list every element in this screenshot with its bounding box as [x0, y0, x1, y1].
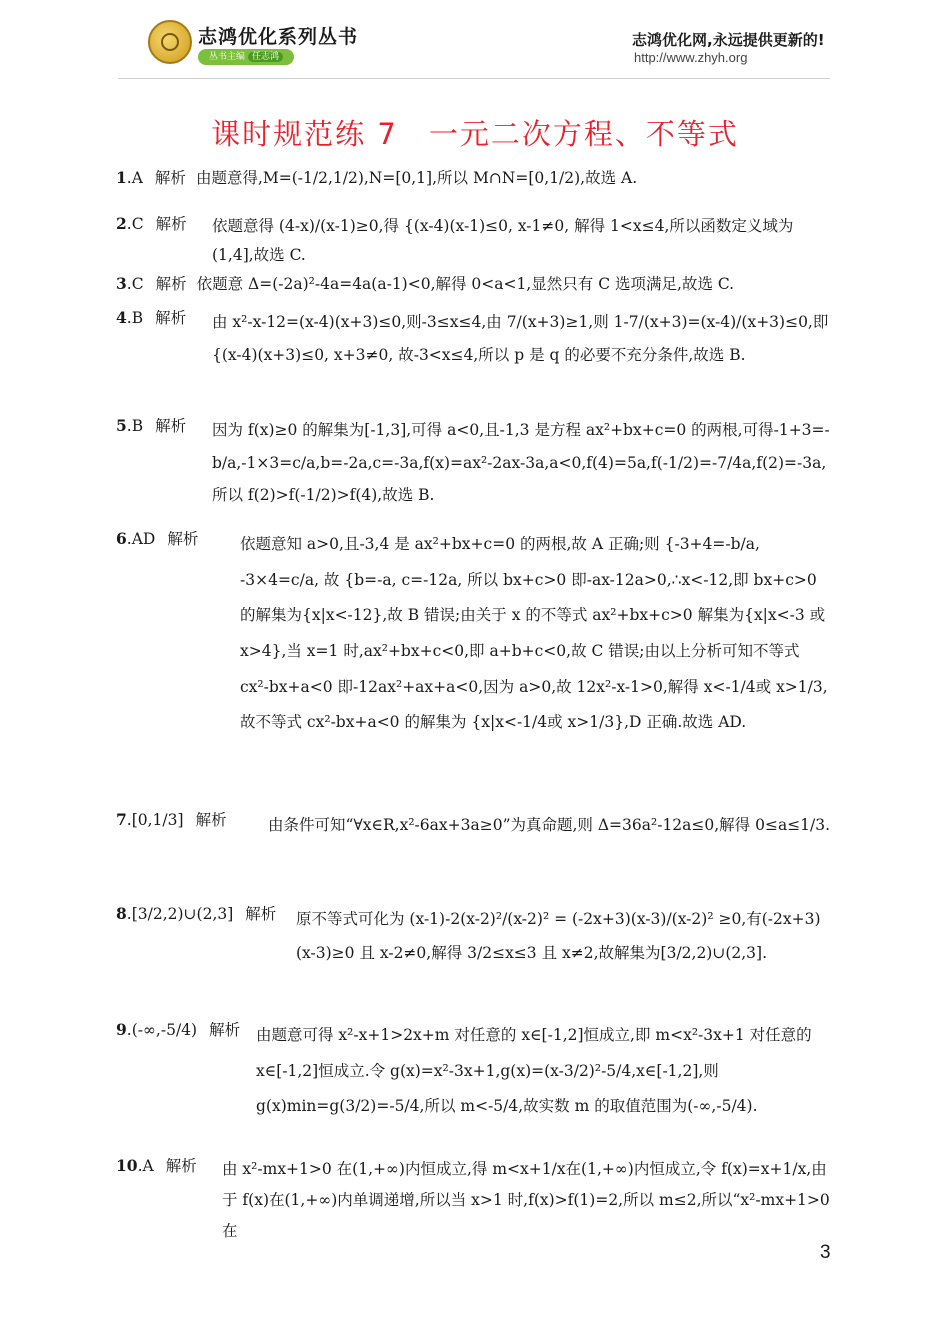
answer-item-8: [116, 902, 286, 924]
item-answer: .B: [126, 417, 144, 435]
item-explanation: 依题意知 a>0,且-3,4 是 ax²+bx+c=0 的两根,故 A 正确;则 {-3+4=-b/a, -3×4=c/a, 故 {b=-a, c=-12a, 所以 bx+c>0 即-ax-12a>0,∴x<-12,即 bx+c>0 的解集为{x|x<-12},故 B 错误;由关于 x 的不等式 ax²+bx+c>0 解集为{x|x<-3 或 x>4},当 x=1 时,ax²+bx+c<0,即 a+b+c<0,故 C 错误;由以上分析可知不等式 cx²-bx+a<0 即-12ax²+ax+a<0,因为 a>0,故 12x²-x-1>0,解得 x<-1/4或 x>1/3,故不等式 cx²-bx+a<0 的解集为 {x|x<-1/4或 x>1/3},D 正确.故选 AD.: [240, 535, 828, 732]
item-explanation: 由题意得,M=(-1/2,1/2),N=[0,1],所以 M∩N=[0,1/2),故选 A.: [195, 169, 638, 187]
header-divider: [118, 78, 830, 79]
item-explanation: 原不等式可化为 (x-1)-2(x-2)²/(x-2)² = (-2x+3)(x-3)/(x-2)² ≥0,有(-2x+3)(x-3)≥0 且 x-2≠0,解得 3/2≤x≤3 且 x≠2,故解集为[3/2,2)∪(2,3].: [296, 910, 821, 963]
item-answer: .[0,1/3]: [126, 811, 184, 829]
item-number: 2: [116, 214, 127, 233]
item-number: 1: [116, 168, 127, 187]
editor-label: 丛书主编: [208, 52, 245, 62]
answer-item-3: [116, 272, 734, 294]
series-title: 志鸿优化系列丛书: [198, 26, 359, 48]
item-answer: .C: [126, 275, 144, 293]
item-number: 4: [116, 308, 127, 327]
item-number: 9: [116, 1020, 127, 1039]
item-explanation: 依题意 Δ=(-2a)²-4a=4a(a-1)<0,解得 0<a<1,显然只有 C 选项满足,故选 C.: [196, 275, 735, 293]
editor-badge: [198, 49, 294, 65]
analysis-label: 解析: [195, 811, 227, 829]
page-title: 课时规范练 7 一元二次方程、不等式: [211, 117, 739, 151]
item-answer: .AD: [126, 530, 156, 548]
analysis-label: 解析: [165, 1157, 197, 1175]
analysis-label: 解析: [245, 905, 277, 923]
analysis-label: 解析: [167, 530, 199, 548]
analysis-label: 解析: [155, 275, 187, 293]
answer-item-5: [116, 414, 196, 436]
item-explanation: 因为 f(x)≥0 的解集为[-1,3],可得 a<0,且-1,3 是方程 ax²+bx+c=0 的两根,可得-1+3=-b/a,-1×3=c/a,b=-2a,c=-3a,f(x)=ax²-2ax-3a,a<0,f(4)=5a,f(-1/2)=-7/4a,f(2)=-3a,所以 f(2)>f(-1/2)>f(4),故选 B.: [212, 421, 830, 505]
answer-item-1: [116, 166, 637, 188]
analysis-label: 解析: [154, 169, 186, 187]
item-number: 8: [116, 904, 127, 923]
item-explanation: 由条件可知“∀x∈R,x²-6ax+3a≥0”为真命题,则 Δ=36a²-12a≤0,解得 0≤a≤1/3.: [268, 816, 831, 834]
item-answer: .B: [126, 309, 144, 327]
item-explanation: 由题意可得 x²-x+1>2x+m 对任意的 x∈[-1,2]恒成立,即 m<x²-3x+1 对任意的 x∈[-1,2]恒成立.令 g(x)=x²-3x+1,g(x)=(x-3/2)²-5/4,x∈[-1,2],则 g(x)min=g(3/2)=-5/4,所以 m<-5/4,故实数 m 的取值范围为(-∞,-5/4).: [256, 1026, 812, 1116]
item-answer: .[3/2,2)∪(2,3]: [126, 905, 234, 923]
answer-item-9: [116, 1018, 250, 1040]
item-number: 7: [116, 810, 127, 829]
answer-item-2: [116, 212, 197, 234]
item-number: 10: [116, 1156, 138, 1175]
answer-item-4: [116, 306, 196, 328]
item-number: 6: [116, 529, 127, 548]
item-answer: .C: [126, 215, 144, 233]
item-explanation: 由 x²-mx+1>0 在(1,+∞)内恒成立,得 m<x+1/x在(1,+∞)内恒成立,令 f(x)=x+1/x,由于 f(x)在(1,+∞)内单调递增,所以当 x>1 时,f(x)>f(1)=2,所以 m≤2,所以“x²-mx+1>0 在: [222, 1160, 830, 1240]
item-answer: .(-∞,-5/4): [126, 1021, 198, 1039]
item-answer: .A: [137, 1157, 154, 1175]
item-number: 5: [116, 416, 127, 435]
editor-name: 任志鸿: [248, 52, 283, 62]
answer-item-7: [116, 808, 237, 830]
answer-item-6: [116, 527, 208, 549]
site-url[interactable]: http://www.zhyh.org: [634, 50, 748, 65]
analysis-label: 解析: [155, 417, 187, 435]
series-logo-icon: [148, 20, 192, 64]
page-number: 3: [820, 1242, 831, 1263]
answer-item-10: [116, 1154, 207, 1176]
page-header: [0, 0, 950, 90]
item-number: 3: [116, 274, 127, 293]
analysis-label: 解析: [209, 1021, 241, 1039]
item-explanation: 依题意得 (4-x)/(x-1)≥0,得 {(x-4)(x-1)≤0, x-1≠0, 解得 1<x≤4,所以函数定义域为(1,4],故选 C.: [212, 217, 794, 265]
item-explanation: 由 x²-x-12=(x-4)(x+3)≤0,则-3≤x≤4,由 7/(x+3)≥1,则 1-7/(x+3)=(x-4)/(x+3)≤0,即 {(x-4)(x+3)≤0, x+3≠0, 故-3<x≤4,所以 p 是 q 的必要不充分条件,故选 B.: [212, 313, 829, 364]
analysis-label: 解析: [155, 215, 187, 233]
site-slogan: 志鸿优化网,永远提供更新的!: [632, 31, 825, 49]
analysis-label: 解析: [155, 309, 187, 327]
item-answer: .A: [126, 169, 143, 187]
